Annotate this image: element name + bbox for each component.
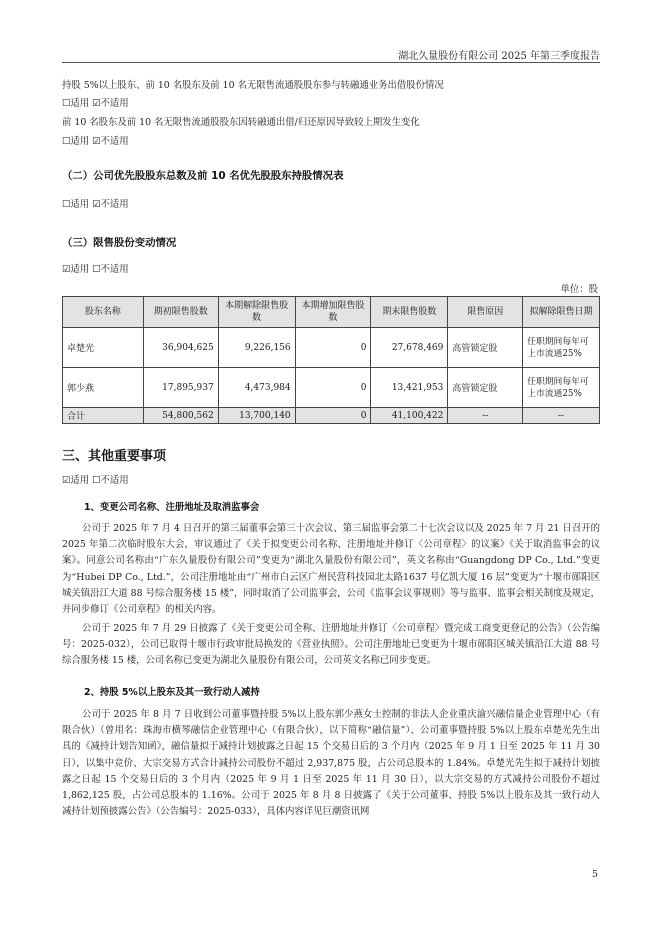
- table-row: [63, 328, 600, 368]
- header-divider: [62, 62, 600, 63]
- column-header: 股东名称: [63, 297, 144, 328]
- table-cell: 任职期间每年可上市流通25%: [523, 368, 600, 408]
- table-cell: --: [523, 408, 600, 424]
- table-cell: 13,421,953: [371, 368, 448, 408]
- table-cell: 9,226,156: [218, 328, 295, 368]
- column-header: 期末限售股数: [371, 297, 448, 328]
- item1-title: 1、变更公司名称、注册地址及取消监事会: [84, 502, 260, 513]
- table-cell: 13,700,140: [218, 408, 295, 424]
- column-header: 本期增加限售股数: [295, 297, 371, 328]
- section-preferred-shares-option: ☐适用 ☑不适用: [62, 199, 129, 210]
- other-matters-option: ☑适用 ☐不适用: [62, 475, 129, 486]
- table-cell: 任职期间每年可上市流通25%: [523, 328, 600, 368]
- table-cell: 4,473,984: [218, 368, 295, 408]
- table-cell: 郭少燕: [63, 368, 144, 408]
- item1-paragraph-2: 公司于 2025 年 7 月 29 日披露了《关于变更公司全称、注册地址并修订〈公司章程〉暨完成工商变更登记的公告》（公告编号：2025-032），公司已取得十堰市行政审批局换发的《营业执照》。公司注册地址已变更为十堰市郧阳区城关镇沿江大道 88 号综合服务楼 15 楼，公司名称已变更为湖北久量股份有限公司，公司英文名称已同步变更。: [62, 623, 600, 667]
- table-row: [63, 368, 600, 408]
- table-cell: 27,678,469: [371, 328, 448, 368]
- other-matters-title: 三、其他重要事项: [62, 449, 167, 464]
- table-header-row: [63, 297, 600, 328]
- table-cell: 17,895,937: [143, 368, 218, 408]
- table-cell: 36,904,625: [143, 328, 218, 368]
- lending-option-1: ☐适用 ☑不适用: [62, 98, 129, 109]
- page-number: 5: [592, 869, 598, 880]
- table-unit-label: 单位：股: [560, 284, 598, 295]
- table-cell: 54,800,562: [143, 408, 218, 424]
- table-total-row: [63, 408, 600, 424]
- section-restricted-shares-title: （三）限售股份变动情况: [62, 237, 177, 249]
- item2-paragraph-1: 公司于 2025 年 8 月 7 日收到公司董事暨持股 5%以上股东郭少燕女士控制的非法人企业重庆渝兴融信量企业管理中心（有限合伙）（曾用名：珠海市横琴融信企业管理中心（有限合伙），以下简称“融信量”）、公司董事暨持股 5%以上股东卓楚光先生出具的《减持计划告知函》，融信量拟于减持计划披露之日起 15 个交易日后的 3 个月内（2025 年 9 月 1 日至 2025 年 11 月 30 日），以集中竞价、大宗交易方式合计减持公司股份不超过 2,937,875 股，占公司总股本的 1.84%。卓楚光先生拟于减持计划披露之日起 15 个交易日后的 3 个月内（2025 年 9 月 1 日至 2025 年 11 月 30 日），以大宗交易的方式减持公司股份不超过 1,862,125 股，占公司总股本的 1.16%。公司于 2025 年 8 月 8 日披露了《关于公司董事、持股 5%以上股东及其一致行动人减持计划预披露公告》（公告编号：2025-033），具体内容详见巨潮资讯网: [62, 709, 600, 818]
- section-restricted-shares-option: ☑适用 ☐不适用: [62, 264, 129, 275]
- table-cell: 高管锁定股: [448, 368, 523, 408]
- table-cell: 0: [295, 408, 371, 424]
- table-cell: 0: [295, 368, 371, 408]
- lending-option-2: ☐适用 ☑不适用: [62, 136, 129, 147]
- table-cell: 41,100,422: [371, 408, 448, 424]
- table-cell: 0: [295, 328, 371, 368]
- lending-line-2: 前 10 名股东及前 10 名无限售流通股股东因转融通出借/归还原因导致较上期发生变化: [62, 117, 420, 128]
- item1-paragraph-1: 公司于 2025 年 7 月 4 日召开的第三届董事会第三十次会议、第三届监事会第二十七次会议以及 2025 年 7 月 21 日召开的 2025 年第二次临时股东大会，审议通过了《关于拟变更公司名称、注册地址并修订〈公司章程〉的议案》《关于取消监事会的议案》。同意公司名称由“广东久量股份有限公司”变更为“湖北久量股份有限公司”，英文名称由“Guangdong DP Co., Ltd.”变更为“Hubei DP Co., Ltd.”，公司注册地址由“广州市白云区广州民营科技园北太路1637 号亿凯大厦 16 层”变更为“十堰市郧阳区城关镇沿江大道 88 号综合服务楼 15 楼”，同时取消了公司监事会，公司《监事会议事规则》等与监事、监事会相关制度及规定，并同步修订《公司章程》的相关内容。: [62, 523, 600, 616]
- column-header: 拟解除限售日期: [523, 297, 600, 328]
- column-header: 限售原因: [448, 297, 523, 328]
- table-cell: --: [448, 408, 523, 424]
- column-header: 期初限售股数: [143, 297, 218, 328]
- lending-line-1: 持股 5%以上股东、前 10 名股东及前 10 名无限售流通股股东参与转融通业务出借股份情况: [62, 80, 444, 91]
- section-preferred-shares-title: （二）公司优先股股东总数及前 10 名优先股股东持股情况表: [62, 170, 344, 182]
- table-cell: 高管锁定股: [448, 328, 523, 368]
- column-header: 本期解除限售股数: [218, 297, 295, 328]
- table-cell: 卓楚光: [63, 328, 144, 368]
- restricted-shares-table: [62, 296, 600, 424]
- item2-title: 2、持股 5%以上股东及其一致行动人减持: [84, 687, 260, 698]
- report-header-title: 湖北久量股份有限公司 2025 年第三季度报告: [398, 51, 600, 62]
- table-cell: 合计: [63, 408, 144, 424]
